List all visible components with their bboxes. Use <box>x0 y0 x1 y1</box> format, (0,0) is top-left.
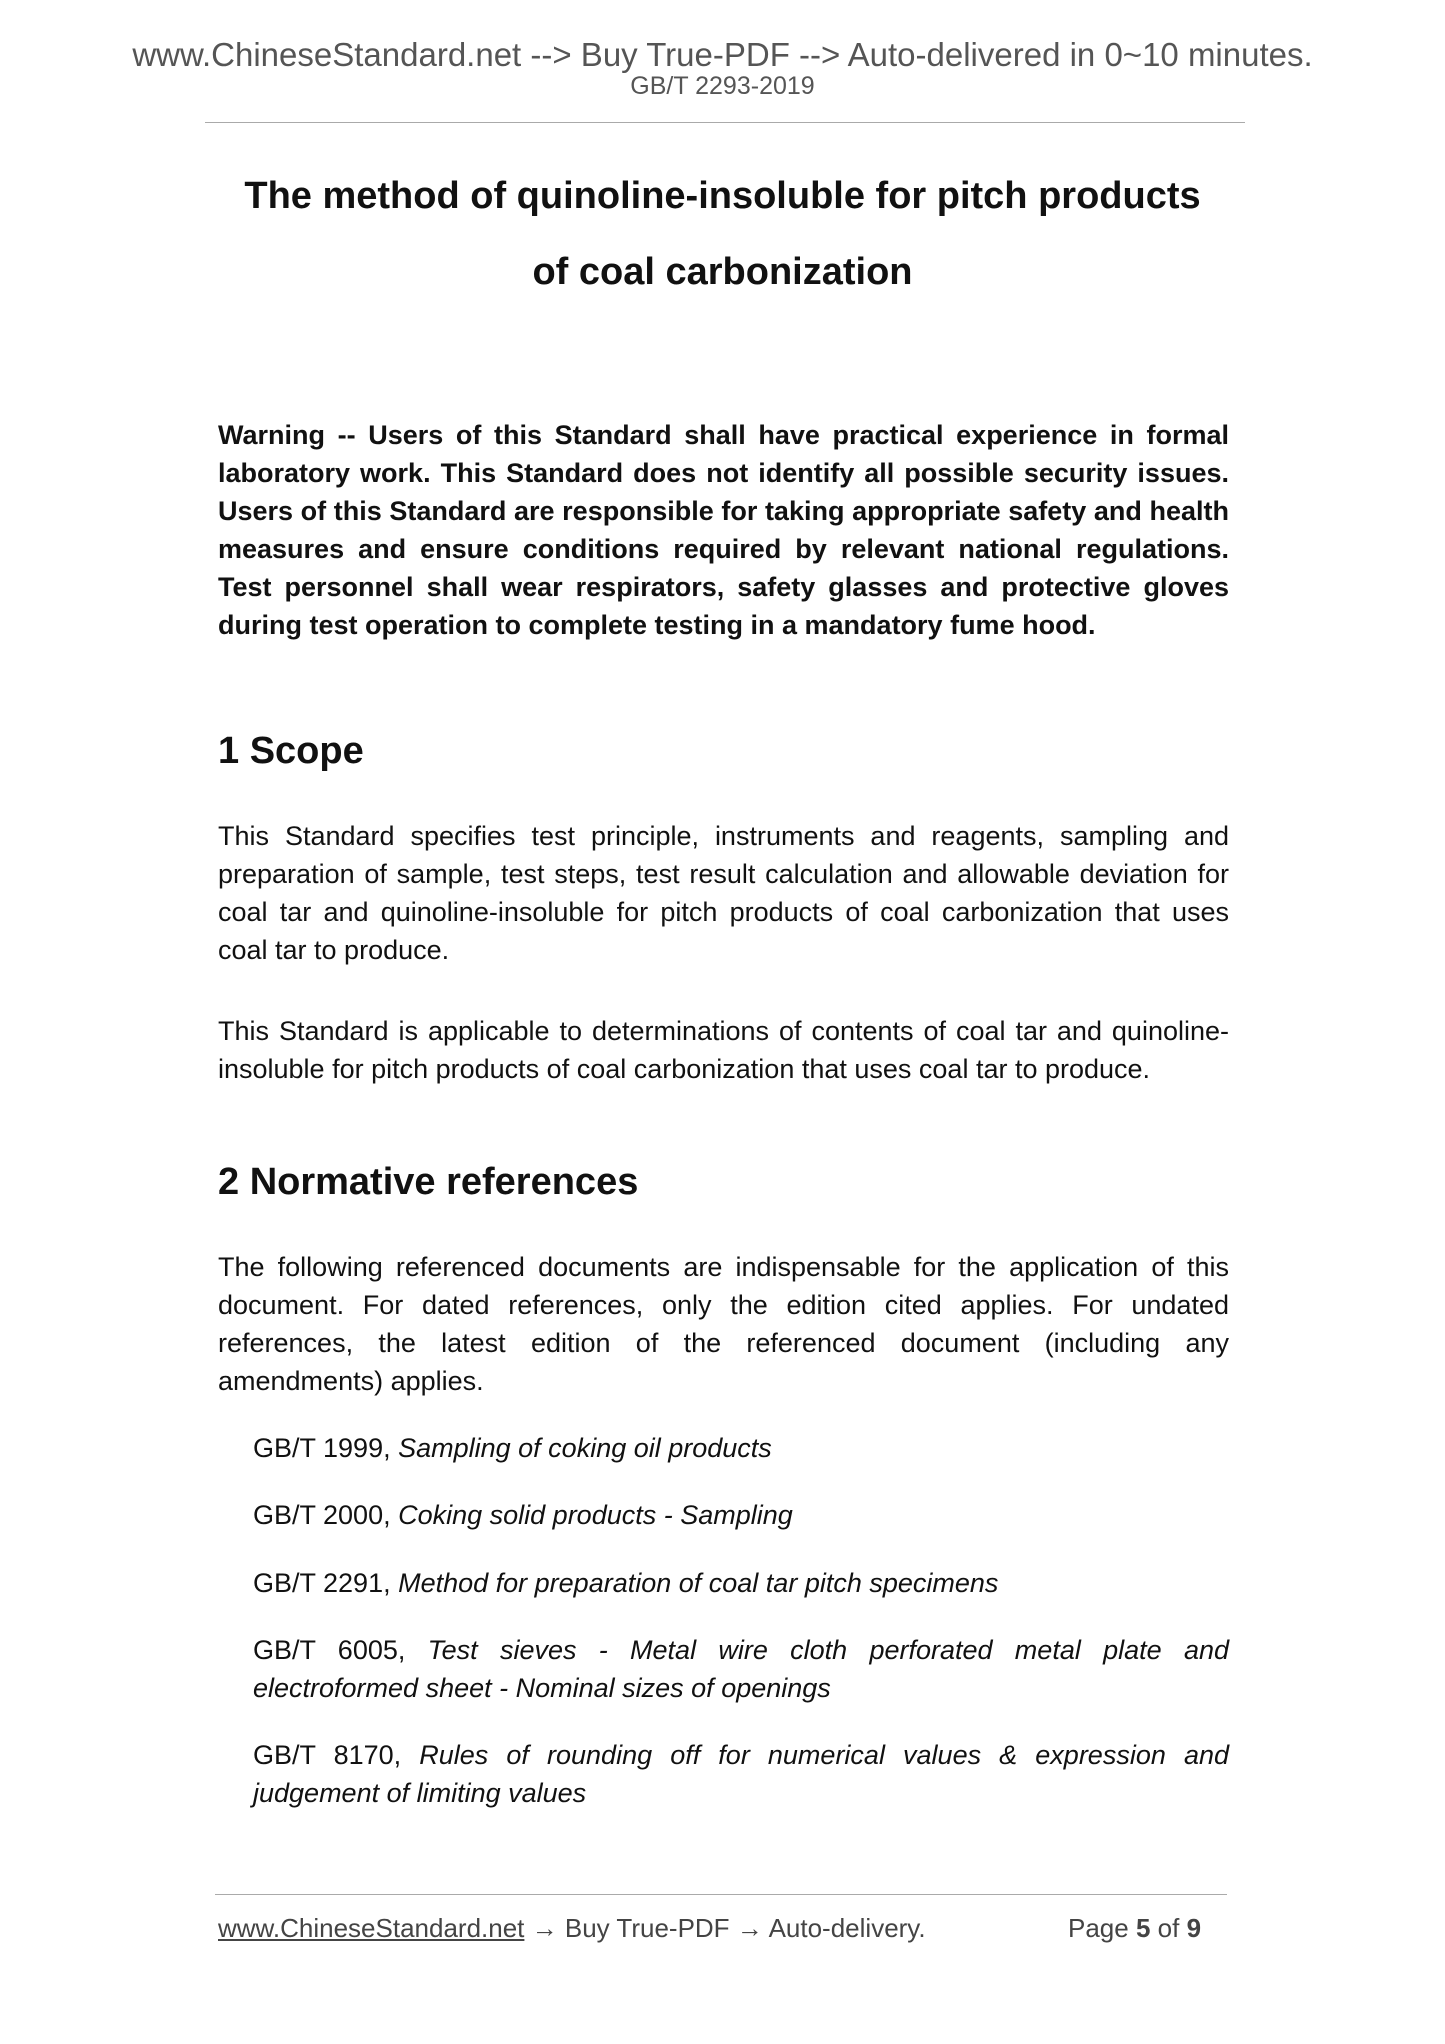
document-id: GB/T 2293-2019 <box>630 72 815 100</box>
header-divider <box>205 122 1245 123</box>
reference-code: GB/T 6005, <box>253 1635 428 1665</box>
reference-title: Rules of rounding off for numerical values & expression and judgement of limiting values <box>253 1740 1229 1808</box>
reference-item <box>253 1631 1229 1707</box>
section-heading-normative-references: 2 Normative references <box>218 1161 639 1203</box>
reference-code: GB/T 2291, <box>253 1568 399 1598</box>
scope-paragraph-2: This Standard is applicable to determinations of contents of coal tar and quinoline-insoluble for pitch products of coal carbonization that uses coal tar to produce. <box>218 1016 1229 1084</box>
section-heading-scope: 1 Scope <box>218 730 364 772</box>
footer-divider <box>215 1894 1227 1895</box>
references-intro-paragraph: The following referenced documents are indispensable for the application of this document. For dated references, only the edition cited applies. For undated references, the latest edition of the referenced document (including any amendments) applies. <box>218 1252 1229 1396</box>
document-title-line2: of coal carbonization <box>532 251 913 293</box>
page-of-label: of <box>1157 1913 1180 1943</box>
page-total: 9 <box>1186 1913 1202 1943</box>
page-indicator <box>1068 1915 1201 1941</box>
reference-item <box>253 1496 1229 1534</box>
document-title-line1: The method of quinoline-insoluble for pitch products <box>244 175 1201 217</box>
header-banner: www.ChineseStandard.net --> Buy True-PDF --> Auto-delivered in 0~10 minutes. <box>132 36 1313 73</box>
reference-item <box>253 1736 1229 1812</box>
reference-item <box>253 1564 1229 1602</box>
reference-title: Sampling of coking oil products <box>398 1433 772 1463</box>
scope-paragraph-1: This Standard specifies test principle, instruments and reagents, sampling and preparation of sample, test steps, test result calculation and allowable deviation for coal tar and quinoline-insoluble for pitch products of coal carbonization that uses coal tar to produce. <box>218 821 1229 965</box>
page-current: 5 <box>1135 1913 1151 1943</box>
reference-title: Coking solid products - Sampling <box>398 1500 793 1530</box>
footer-link-tail: → Buy True-PDF → Auto-delivery. <box>524 1913 926 1943</box>
reference-title: Test sieves - Metal wire cloth perforated metal plate and electroformed sheet - Nominal sizes of openings <box>253 1635 1229 1703</box>
reference-item <box>253 1429 1229 1467</box>
reference-code: GB/T 2000, <box>253 1500 399 1530</box>
warning-paragraph: Warning -- Users of this Standard shall have practical experience in formal laboratory work. This Standard does not identify all possible security issues. Users of this Standard are responsible for taking appropriate safety and health measures and ensure conditions required by relevant national regulations. Test personnel shall wear respirators, safety glasses and protective gloves during test operation to complete testing in a mandatory fume hood. <box>218 420 1229 640</box>
page-label: Page <box>1068 1913 1129 1943</box>
reference-code: GB/T 1999, <box>253 1433 399 1463</box>
footer-link[interactable] <box>218 1915 926 1941</box>
reference-title: Method for preparation of coal tar pitch specimens <box>398 1568 999 1598</box>
reference-code: GB/T 8170, <box>253 1740 420 1770</box>
footer-site-link[interactable]: www.ChineseStandard.net <box>218 1913 525 1943</box>
